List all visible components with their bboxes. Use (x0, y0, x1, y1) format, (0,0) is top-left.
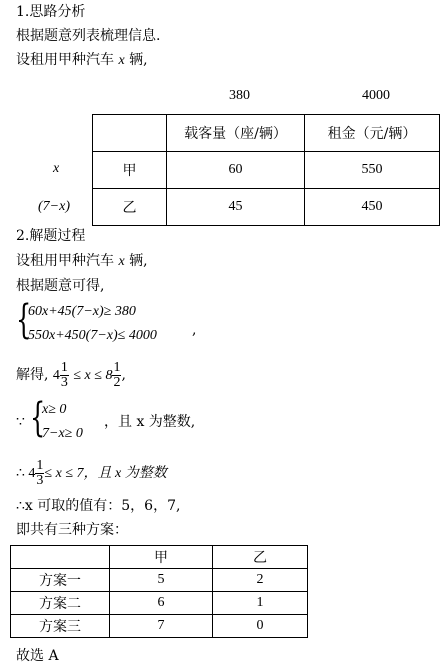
section-1-title: 1.思路分析 (16, 4, 86, 20)
vehicle-name: 甲 (93, 152, 167, 189)
row-2-side-label: (7−x) (38, 199, 70, 214)
plan-b-count: 1 (213, 592, 308, 615)
final-answer: 故选 A (16, 648, 59, 664)
condition-line: 根据题意可得, (16, 278, 105, 294)
table-corner (93, 115, 167, 152)
table-row (11, 569, 308, 592)
left-brace-icon: { (16, 297, 32, 343)
plan-a-count: 5 (110, 569, 213, 592)
fraction: $\frac{1}{3}$ (60, 359, 68, 390)
section-2-title: 2.解题过程 (16, 228, 86, 244)
plan-a-count: 7 (110, 615, 213, 638)
header-cell (11, 546, 110, 569)
assumption-line-2: 设租用甲种汽车 x 辆, (16, 253, 148, 269)
header-rent: 租金（元/辆） (305, 115, 440, 152)
nonneg-condition-1: x≥ 0 (42, 402, 67, 417)
solution-range: 解得, 4 $\frac{1}{3}$ ≤ x ≤ 8 $\frac{1}{2}$ , (16, 359, 126, 390)
header-cell: 甲 (110, 546, 213, 569)
fraction: $\frac{1}{3}$ (36, 457, 44, 488)
info-table (92, 114, 440, 226)
table-row (93, 189, 440, 226)
intro-line: 根据题意列表梳理信息. (16, 28, 161, 44)
plans-intro: 即共有三种方案： (16, 522, 128, 538)
inequality-2: 550x+450(7−x)≤ 4000 (28, 328, 157, 343)
plan-name: 方案三 (11, 615, 110, 638)
system-comma: , (192, 322, 197, 338)
seat-total-label: 380 (229, 88, 250, 103)
rent-cell: 450 (305, 189, 440, 226)
plan-name: 方案二 (11, 592, 110, 615)
rent-total-label: 4000 (362, 88, 390, 103)
integer-condition: ，且 x 为整数, (104, 414, 196, 430)
left-brace-icon: { (30, 395, 46, 441)
row-1-side-label: x (53, 161, 60, 176)
header-seats: 载客量（座/辆） (167, 115, 305, 152)
plan-a-count: 6 (110, 592, 213, 615)
table-row (93, 152, 440, 189)
table-row (11, 615, 308, 638)
seats-cell: 45 (167, 189, 305, 226)
therefore-range: ∴ 4 $\frac{1}{3}$ ≤ x ≤ 7，且 x 为整数 (16, 457, 167, 488)
vehicle-name: 乙 (93, 189, 167, 226)
plan-b-count: 0 (213, 615, 308, 638)
table-row (11, 592, 308, 615)
header-cell: 乙 (213, 546, 308, 569)
plans-table (10, 545, 308, 638)
nonneg-condition-2: 7−x≥ 0 (42, 426, 83, 441)
fraction: $\frac{1}{2}$ (113, 359, 121, 390)
inequality-1: 60x+45(7−x)≥ 380 (28, 304, 136, 319)
because-symbol: ∵ (16, 414, 25, 430)
table-header-row (93, 115, 440, 152)
plan-b-count: 2 (213, 569, 308, 592)
rent-cell: 550 (305, 152, 440, 189)
table-header-row (11, 546, 308, 569)
seats-cell: 60 (167, 152, 305, 189)
possible-values: ∴x 可取的值有：5，6，7, (16, 498, 181, 514)
assumption-line-1: 设租用甲种汽车 x 辆, (16, 52, 148, 68)
plan-name: 方案一 (11, 569, 110, 592)
